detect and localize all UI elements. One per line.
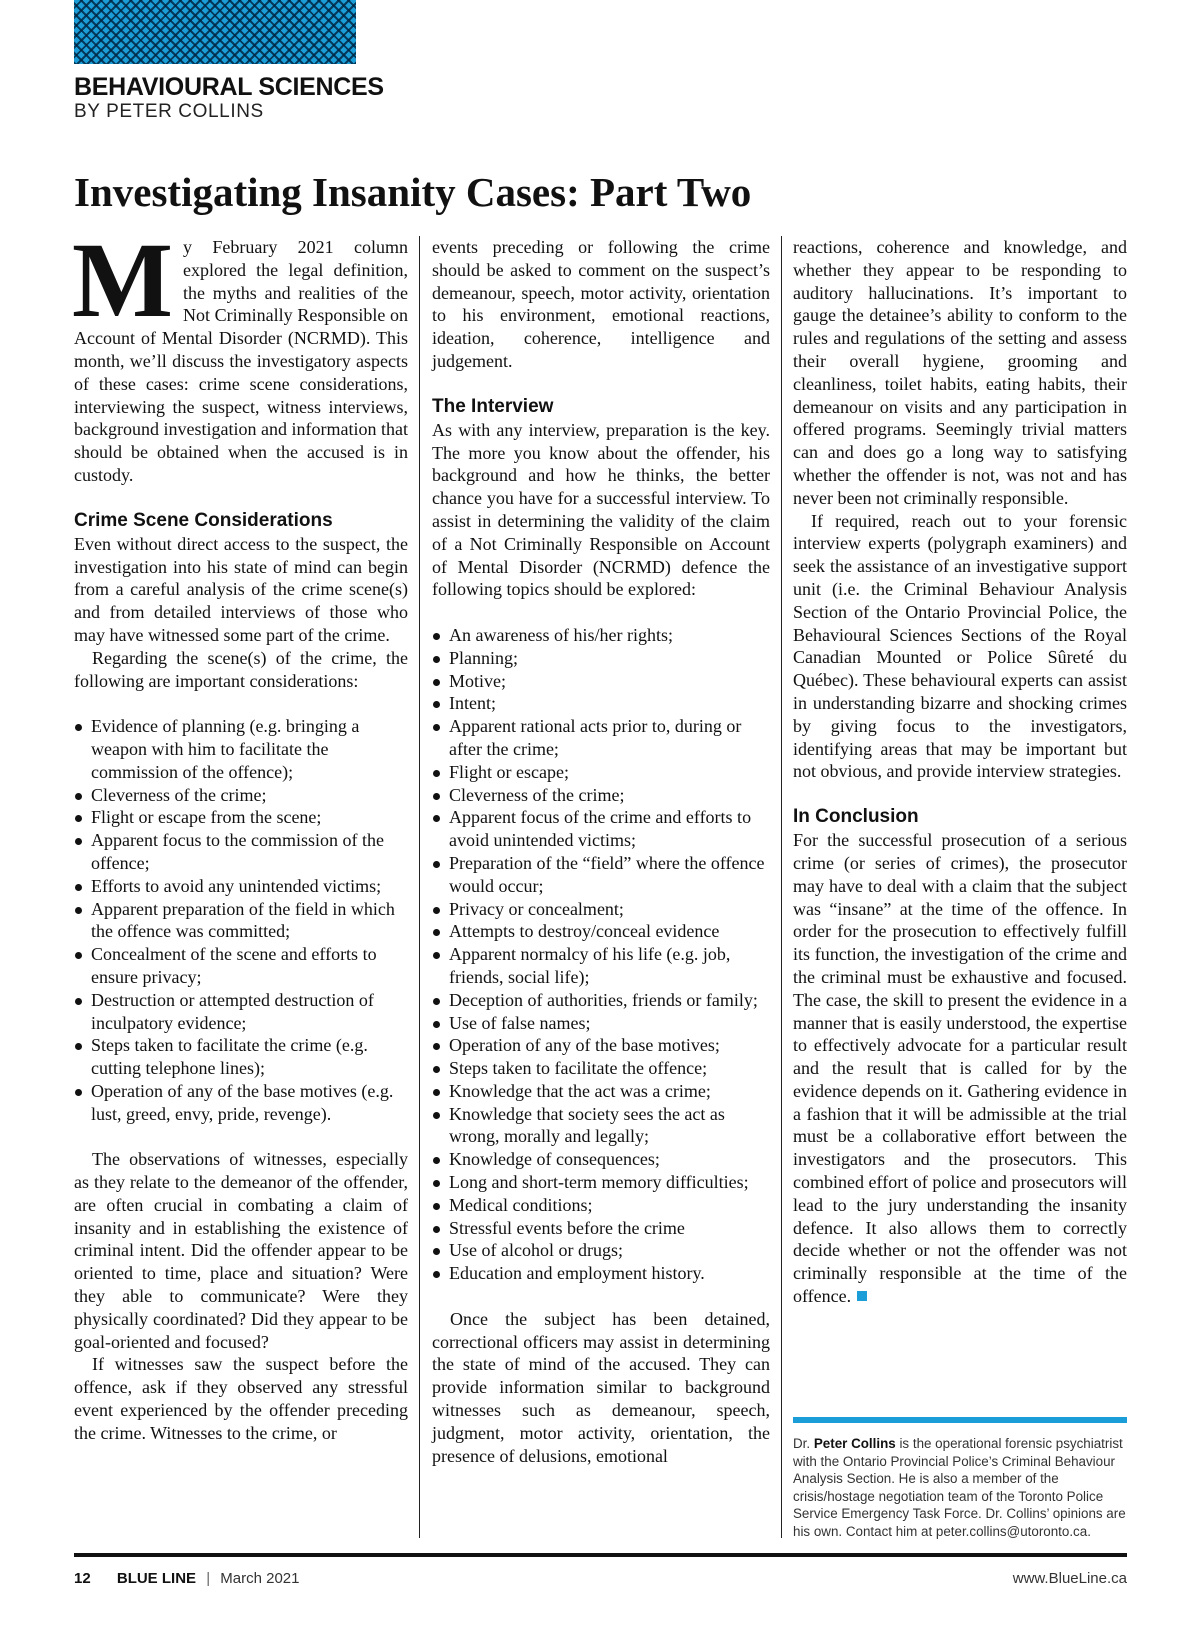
bullet-item: Efforts to avoid any unintended victims; [74, 875, 408, 898]
bullet-item: Steps taken to facilitate the offence; [432, 1057, 770, 1080]
bullet-item: Privacy or concealment; [432, 898, 770, 921]
bullet-item: Long and short-term memory difficulties; [432, 1171, 770, 1194]
bullet-item: Planning; [432, 647, 770, 670]
paragraph: Once the subject has been detained, correctional officers may assist in determining the state of mind of the accused. They can provide information similar to background witnesses such as demeanour, speech, judgment, motor activity, orientation, the presence of delusions, emotional [432, 1308, 770, 1466]
bullet-item: Apparent preparation of the field in which the offence was committed; [74, 898, 408, 944]
crime-scene-list [74, 715, 408, 1125]
paragraph: The observations of witnesses, especially as they relate to the demeanor of the offender, are often crucial in combating a claim of insanity and in establishing the existence of criminal intent. Did the offender appear to be oriented to time, place and situation? Were they able to communicate? Were they physically coordinated? Did they appear to be goal-oriented and focused? [74, 1149, 408, 1352]
footer-rule [74, 1553, 1127, 1557]
bullet-item: Apparent focus to the commission of the offence; [74, 829, 408, 875]
end-mark-icon [857, 1291, 867, 1301]
column-1 [72, 222, 408, 1445]
magazine-name: BLUE LINE [116, 1570, 197, 1587]
bio-accent-bar [793, 1417, 1127, 1423]
bio-author-name: Peter Collins [813, 1436, 896, 1451]
drop-cap: M [72, 222, 173, 340]
page-number: 12 [74, 1570, 91, 1587]
bullet-item: Apparent focus of the crime and efforts to avoid unintended victims; [432, 806, 770, 852]
bullet-item: An awareness of his/her rights; [432, 624, 770, 647]
bullet-item: Operation of any of the base motives (e.g. lust, greed, envy, pride, revenge). [74, 1080, 408, 1126]
section-label: BEHAVIOURAL SCIENCES [74, 73, 384, 101]
article-title: Investigating Insanity Cases: Part Two [74, 169, 752, 215]
paragraph: events preceding or following the crime should be asked to comment on the suspect’s demeanour, speech, motor activity, orientation to his environment, emotional reactions, ideation, coherence, intelligence and judgement. [432, 237, 770, 371]
interview-topics-list [432, 624, 770, 1285]
subhead-interview: The Interview [432, 395, 554, 417]
subhead-crime-scene: Crime Scene Considerations [74, 509, 333, 531]
bullet-item: Flight or escape from the scene; [74, 806, 408, 829]
bullet-item: Cleverness of the crime; [432, 784, 770, 807]
bullet-item: Steps taken to facilitate the crime (e.g. cutting telephone lines); [74, 1034, 408, 1080]
header-pattern-block [74, 0, 356, 64]
bullet-item: Intent; [432, 692, 770, 715]
bullet-item: Motive; [432, 670, 770, 693]
bullet-item: Knowledge that the act was a crime; [432, 1080, 770, 1103]
paragraph: As with any interview, preparation is the key. The more you know about the offender, his background and how he thinks, the better chance you have for a successful interview. To assist in determining the validity of the claim of a Not Criminally Responsible on Account of Mental Disorder (NCRMD) defence the following topics should be explored: [432, 419, 770, 600]
bullet-item: Evidence of planning (e.g. bringing a weapon with him to facilitate the commission of the offence); [74, 715, 408, 783]
bullet-item: Education and employment history. [432, 1262, 770, 1285]
conclusion-text: For the successful prosecution of a serious crime (or series of crimes), the prosecutor may have to deal with a claim that the subject was “insane” at the time of the offence. In order for the prosecution to effectively fulfill its function, the investigation of the crime and the criminal must be exhaustive and focused. The case, the skill to present the evidence in a manner that is easily understood, the expertise to effectively advocate for a particular result and the result that is called for by the evidence depends on it. Gathering evidence in a fashion that it will be admissible at the trial must be a collaborative effort between the investigators and the prosecutors. This combined effort of police and prosecutors will lead to the jury understanding the insanity defence. It also allows them to correctly decide whether or not the offender was not criminally responsible at the time of the offence. [793, 830, 1127, 1307]
footer [74, 1570, 1127, 1592]
bullet-item: Knowledge that society sees the act as wrong, morally and legally; [432, 1103, 770, 1149]
bullet-item: Preparation of the “field” where the offence would occur; [432, 852, 770, 898]
bullet-item: Deception of authorities, friends or family; [432, 989, 770, 1012]
bullet-item: Knowledge of consequences; [432, 1148, 770, 1171]
paragraph: Regarding the scene(s) of the crime, the following are important considerations: [74, 647, 408, 691]
bullet-item: Use of false names; [432, 1012, 770, 1035]
bullet-item: Apparent rational acts prior to, during or after the crime; [432, 715, 770, 761]
intro-paragraph: y February 2021 column explored the legal definition, the myths and realities of the Not Criminally Responsible on Account of Mental Disorder (NCRMD). This month, we’ll discuss the investigatory aspects of these cases: crime scene considerations, interviewing the suspect, witness interviews, background investigation and information that should be obtained when the accused is in custody. [74, 237, 408, 485]
bullet-item: Operation of any of the base motives; [432, 1034, 770, 1057]
bullet-item: Apparent normalcy of his life (e.g. job, friends, social life); [432, 943, 770, 989]
column-divider-2 [781, 236, 782, 1538]
website-link[interactable]: www.BlueLine.ca [1012, 1570, 1127, 1587]
bullet-item: Medical conditions; [432, 1194, 770, 1217]
footer-separator: | [206, 1570, 211, 1587]
paragraph: Even without direct access to the suspect, the investigation into his state of mind can begin from a careful analysis of the crime scene(s) and from detailed interviews of those who may have witnessed some part of the crime. [74, 533, 408, 645]
paragraph: If witnesses saw the suspect before the offence, ask if they observed any stressful event experienced by the offender preceding the crime. Witnesses to the crime, or [74, 1354, 408, 1443]
paragraph: reactions, coherence and knowledge, and whether they appear to be responding to auditory hallucinations. It’s important to gauge the detainee’s ability to conform to the rules and regulations of the setting and assess their overall hygiene, grooming and cleanliness, toilet habits, eating habits, their demeanour on visits and any participation in offered programs. Seemingly trivial matters can and does go a long way to satisfying whether the offender is not, was not and has never been not criminally responsible. [793, 237, 1127, 508]
bullet-item: Stressful events before the crime [432, 1217, 770, 1240]
column-3 [793, 236, 1127, 1308]
bullet-item: Destruction or attempted destruction of inculpatory evidence; [74, 989, 408, 1035]
byline: BY PETER COLLINS [74, 101, 264, 122]
paragraph: If required, reach out to your forensic interview experts (polygraph examiners) and seek the assistance of an investigative support unit (i.e. the Criminal Behaviour Analysis Section of the Ontario Provincial Police, the Behavioural Sciences Sections of the Royal Canadian Mounted or Police Sûreté du Québec). These behavioural experts can assist in understanding bizarre and shocking crimes by giving focus to the investigators, identifying areas that may be important but not obvious, and provide interview strategies. [793, 510, 1127, 782]
issue-date: March 2021 [220, 1570, 300, 1587]
bullet-item: Concealment of the scene and efforts to ensure privacy; [74, 943, 408, 989]
author-bio [793, 1435, 1127, 1541]
bullet-item: Cleverness of the crime; [74, 784, 408, 807]
bio-text: is the operational forensic psychiatrist with the Ontario Provincial Police’s Criminal Behaviour Analysis Section. He is also a member of the crisis/hostage negotiation team of the Toronto Police Service Emergency Task Force. Dr. Collins’ opinions are his own. Contact him at peter.collins@utoronto.ca. [793, 1436, 1126, 1539]
bio-prefix: Dr. [793, 1436, 811, 1451]
column-2 [432, 236, 770, 1467]
subhead-conclusion: In Conclusion [793, 806, 919, 828]
column-divider-1 [419, 236, 420, 1538]
bullet-item: Use of alcohol or drugs; [432, 1239, 770, 1262]
paragraph [793, 829, 1127, 1308]
bullet-item: Attempts to destroy/conceal evidence [432, 920, 770, 943]
bullet-item: Flight or escape; [432, 761, 770, 784]
